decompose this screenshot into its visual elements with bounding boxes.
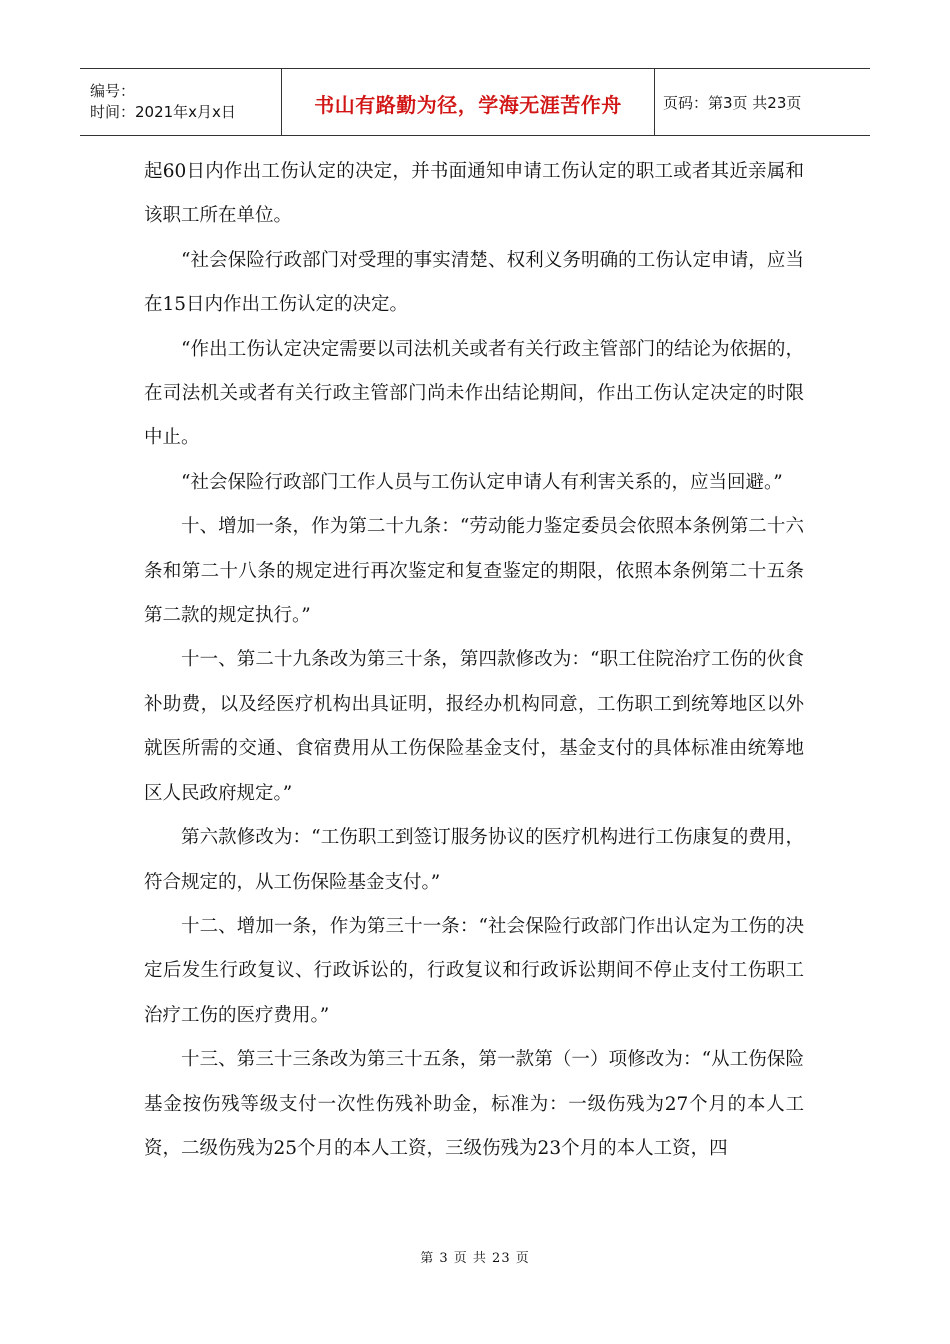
document-number-label: 编号：	[90, 82, 136, 100]
header-meta	[80, 69, 282, 135]
body-paragraph: 十二、增加一条，作为第三十一条：“社会保险行政部门作出认定为工伤的决定后发生行政复议、行政诉讼的，行政复议和行政诉讼期间不停止支付工伤职工治疗工伤的医疗费用。”	[144, 915, 804, 1026]
header-page-info-cell	[655, 69, 870, 135]
body-paragraph: “社会保险行政部门工作人员与工伤认定申请人有利害关系的，应当回避。”	[181, 471, 783, 493]
body-paragraph: 十一、第二十九条改为第三十条，第四款修改为：“职工住院治疗工伤的伙食补助费，以及经医疗机构出具证明，报经办机构同意，工伤职工到统筹地区以外就医所需的交通、食宿费用从工伤保险基金支付，基金支付的具体标准由统筹地区人民政府规定。”	[144, 649, 804, 804]
header-motto: 书山有路勤为径，学海无涯苦作舟	[314, 92, 622, 117]
body-paragraph: “作出工伤认定决定需要以司法机关或者有关行政主管部门的结论为依据的，在司法机关或者有关行政主管部门尚未作出结论期间，作出工伤认定决定的时限中止。	[144, 338, 804, 449]
document-body	[144, 150, 804, 1171]
header-motto-cell	[282, 69, 655, 135]
body-paragraph: 起60日内作出工伤认定的决定，并书面通知申请工伤认定的职工或者其近亲属和该职工所在单位。	[144, 161, 804, 227]
body-paragraph: 第六款修改为：“工伤职工到签订服务协议的医疗机构进行工伤康复的费用，符合规定的，从工伤保险基金支付。”	[144, 827, 804, 893]
body-paragraph: 十三、第三十三条改为第三十五条，第一款第（一）项修改为：“从工伤保险基金按伤残等级支付一次性伤残补助金，标准为：一级伤残为27个月的本人工资，二级伤残为25个月的本人工资，三级伤残为23个月的本人工资，四	[144, 1049, 804, 1159]
body-paragraph: 十、增加一条，作为第二十九条：“劳动能力鉴定委员会依照本条例第二十六条和第二十八条的规定进行再次鉴定和复查鉴定的期限，依照本条例第二十五条第二款的规定执行。”	[144, 516, 804, 627]
document-date: 时间：2021年x月x日	[90, 103, 236, 121]
page-footer: 第 3 页 共 23 页	[420, 1251, 530, 1266]
body-paragraph: “社会保险行政部门对受理的事实清楚、权利义务明确的工伤认定申请，应当在15日内作出工伤认定的决定。	[144, 249, 804, 316]
document-header	[80, 68, 870, 136]
header-page-info: 页码：第3页 共23页	[663, 93, 802, 112]
